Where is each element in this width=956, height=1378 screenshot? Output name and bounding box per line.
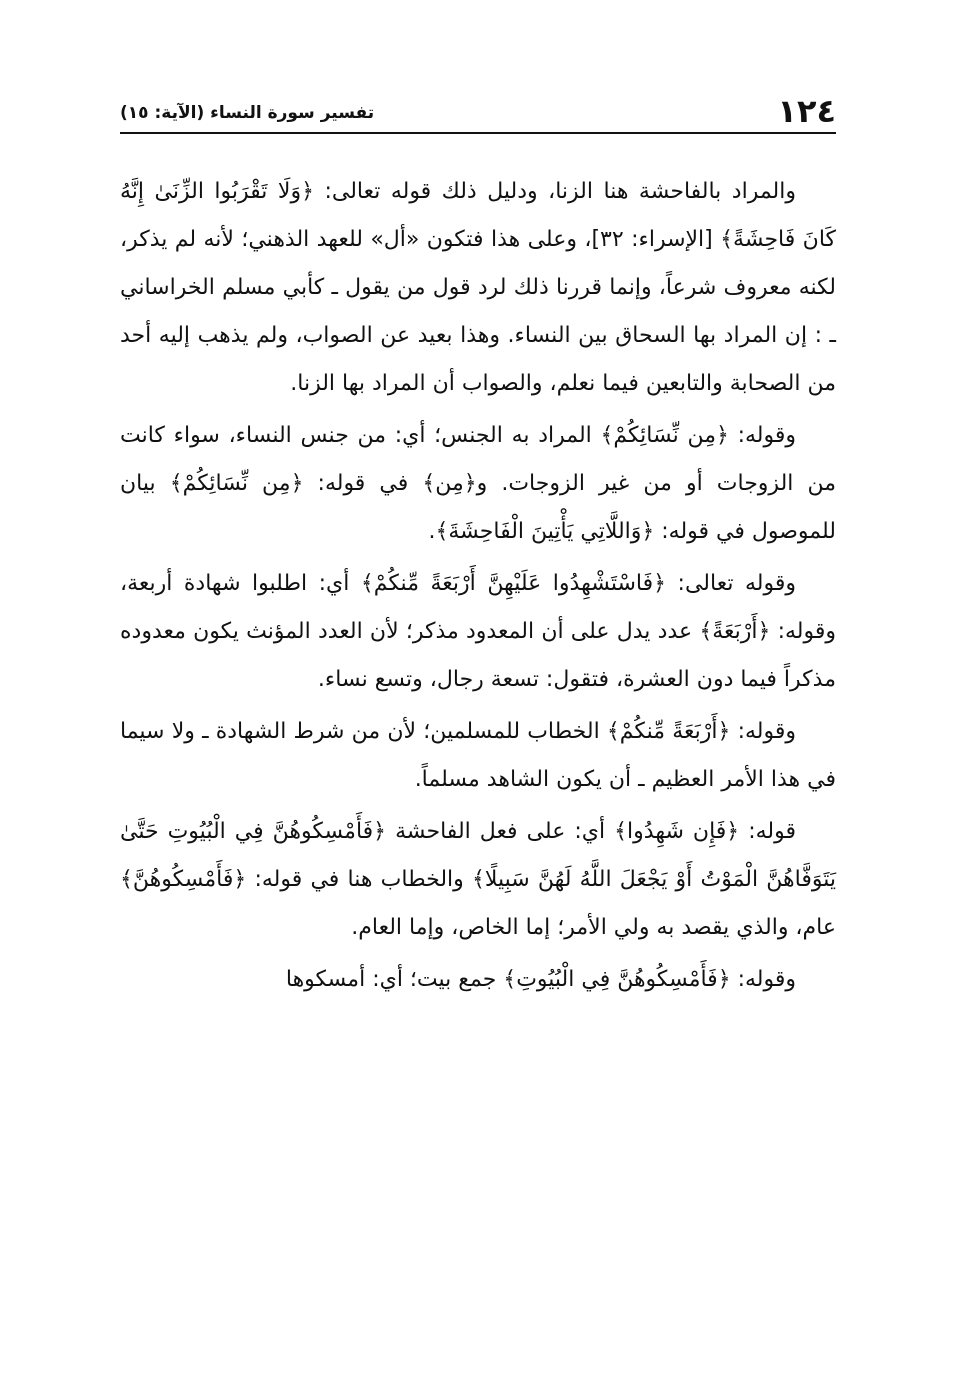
paragraph-4: وقوله: ﴿أَرْبَعَةً مِّنكُمْ﴾ الخطاب للمسلمين؛ لأن من شرط الشهادة ـ ولا سيما في هذا الأمر العظيم ـ أن يكون الشاهد مسلماً.	[120, 719, 836, 792]
paragraph-1: والمراد بالفاحشة هنا الزنا، ودليل ذلك قوله تعالى: ﴿وَلَا تَقْرَبُوا الزِّنَىٰ إِنَّهُ كَانَ فَاحِشَةً﴾ [الإسراء: ٣٢]، وعلى هذا فتكون «أل» للعهد الذهني؛ لأنه لم يذكر، لكنه معروف شرعاً، وإنما قررنا ذلك لرد قول من يقول ـ كأبي مسلم الخراساني ـ : إن المراد بها السحاق بين النساء. وهذا بعيد عن الصواب، ولم يذهب إليه أحد من الصحابة والتابعين فيما نعلم، والصواب أن المراد بها الزنا.	[120, 179, 836, 396]
page-header	[120, 88, 836, 130]
body-text	[120, 168, 836, 1008]
page-number: ١٢٤	[777, 92, 836, 130]
paragraph-6: وقوله: ﴿فَأَمْسِكُوهُنَّ فِي الْبُيُوتِ﴾ جمع بيت؛ أي: أمسكوها	[285, 967, 796, 992]
header-divider	[120, 132, 836, 134]
running-title: تفسير سورة النساء (الآية: ١٥)	[120, 103, 375, 123]
paragraph-3: وقوله تعالى: ﴿فَاسْتَشْهِدُوا عَلَيْهِنَّ أَرْبَعَةً مِّنكُمْ﴾ أي: اطلبوا شهادة أربعة، وقوله: ﴿أَرْبَعَةً﴾ عدد يدل على أن المعدود مذكر؛ لأن العدد المؤنث يكون معدوده مذكراً فيما دون العشرة، فتقول: تسعة رجال، وتسع نساء.	[120, 571, 836, 692]
paragraph-5: قوله: ﴿فَإِن شَهِدُوا﴾ أي: على فعل الفاحشة ﴿فَأَمْسِكُوهُنَّ فِي الْبُيُوتِ حَتَّىٰ يَتَوَفَّاهُنَّ الْمَوْتُ أَوْ يَجْعَلَ اللَّهُ لَهُنَّ سَبِيلًا﴾ والخطاب هنا في قوله: ﴿فَأَمْسِكُوهُنَّ﴾ عام، والذي يقصد به ولي الأمر؛ إما الخاص، وإما العام.	[120, 819, 836, 940]
paragraph-2: وقوله: ﴿مِن نِّسَائِكُمْ﴾ المراد به الجنس؛ أي: من جنس النساء، سواء كانت من الزوجات أو من غير الزوجات. و﴿مِن﴾ في قوله: ﴿مِن نِّسَائِكُمْ﴾ بيان للموصول في قوله: ﴿وَاللَّاتِي يَأْتِينَ الْفَاحِشَةَ﴾.	[120, 423, 836, 544]
